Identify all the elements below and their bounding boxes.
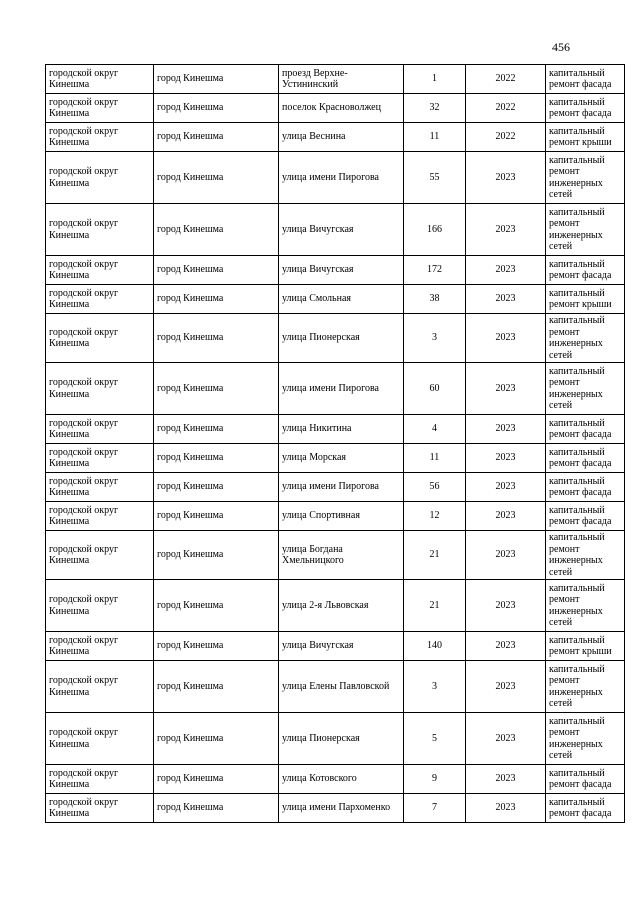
house-number-cell: 172 — [404, 256, 466, 285]
street-cell: улица имени Пирогова — [279, 363, 404, 415]
house-number-cell: 60 — [404, 363, 466, 415]
city-cell: город Кинешма — [154, 531, 279, 580]
work-type-cell: капитальный ремонт фасада — [546, 65, 625, 94]
house-number-cell: 7 — [404, 794, 466, 823]
city-cell: город Кинешма — [154, 256, 279, 285]
house-number-cell: 21 — [404, 580, 466, 632]
house-number-cell: 56 — [404, 473, 466, 502]
table-row — [46, 204, 625, 256]
street-cell: улица Котовского — [279, 765, 404, 794]
city-cell: город Кинешма — [154, 794, 279, 823]
year-cell: 2022 — [466, 65, 546, 94]
house-number-cell: 12 — [404, 502, 466, 531]
district-cell: городской округ Кинешма — [46, 314, 154, 363]
city-cell: город Кинешма — [154, 314, 279, 363]
work-type-cell: капитальный ремонт фасада — [546, 765, 625, 794]
table-row — [46, 285, 625, 314]
house-number-cell: 5 — [404, 713, 466, 765]
work-type-cell: капитальный ремонт фасада — [546, 444, 625, 473]
district-cell: городской округ Кинешма — [46, 661, 154, 713]
district-cell: городской округ Кинешма — [46, 65, 154, 94]
district-cell: городской округ Кинешма — [46, 473, 154, 502]
house-number-cell: 11 — [404, 444, 466, 473]
street-cell: улица Смольная — [279, 285, 404, 314]
year-cell: 2023 — [466, 314, 546, 363]
city-cell: город Кинешма — [154, 363, 279, 415]
city-cell: город Кинешма — [154, 123, 279, 152]
year-cell: 2023 — [466, 415, 546, 444]
year-cell: 2023 — [466, 632, 546, 661]
street-cell: улица имени Пирогова — [279, 473, 404, 502]
street-cell: улица Елены Павловской — [279, 661, 404, 713]
street-cell: улица имени Пирогова — [279, 152, 404, 204]
work-type-cell: капитальный ремонт крыши — [546, 632, 625, 661]
table-row — [46, 794, 625, 823]
street-cell: улица Вичугская — [279, 632, 404, 661]
table-row — [46, 314, 625, 363]
table-row — [46, 152, 625, 204]
table-row — [46, 531, 625, 580]
city-cell: город Кинешма — [154, 444, 279, 473]
house-number-cell: 166 — [404, 204, 466, 256]
table-row — [46, 415, 625, 444]
street-cell: улица Пионерская — [279, 314, 404, 363]
year-cell: 2023 — [466, 661, 546, 713]
street-cell: улица 2-я Львовская — [279, 580, 404, 632]
year-cell: 2023 — [466, 363, 546, 415]
year-cell: 2023 — [466, 152, 546, 204]
city-cell: город Кинешма — [154, 502, 279, 531]
year-cell: 2023 — [466, 473, 546, 502]
house-number-cell: 3 — [404, 314, 466, 363]
city-cell: город Кинешма — [154, 152, 279, 204]
year-cell: 2023 — [466, 765, 546, 794]
page-number: 456 — [552, 40, 570, 54]
year-cell: 2023 — [466, 285, 546, 314]
street-cell: проезд Верхне-Устининский — [279, 65, 404, 94]
work-type-cell: капитальный ремонт инженерных сетей — [546, 363, 625, 415]
street-cell: улица Никитина — [279, 415, 404, 444]
district-cell: городской округ Кинешма — [46, 123, 154, 152]
district-cell: городской округ Кинешма — [46, 415, 154, 444]
city-cell: город Кинешма — [154, 204, 279, 256]
district-cell: городской округ Кинешма — [46, 152, 154, 204]
table-row — [46, 94, 625, 123]
table-row — [46, 363, 625, 415]
work-type-cell: капитальный ремонт инженерных сетей — [546, 152, 625, 204]
year-cell: 2023 — [466, 580, 546, 632]
year-cell: 2023 — [466, 531, 546, 580]
city-cell: город Кинешма — [154, 285, 279, 314]
city-cell: город Кинешма — [154, 632, 279, 661]
house-number-cell: 9 — [404, 765, 466, 794]
work-type-cell: капитальный ремонт фасада — [546, 794, 625, 823]
house-number-cell: 1 — [404, 65, 466, 94]
table-row — [46, 713, 625, 765]
year-cell: 2023 — [466, 204, 546, 256]
house-number-cell: 21 — [404, 531, 466, 580]
table-row — [46, 661, 625, 713]
city-cell: город Кинешма — [154, 415, 279, 444]
district-cell: городской округ Кинешма — [46, 285, 154, 314]
work-type-cell: капитальный ремонт инженерных сетей — [546, 204, 625, 256]
house-number-cell: 140 — [404, 632, 466, 661]
street-cell: улица Пионерская — [279, 713, 404, 765]
district-cell: городской округ Кинешма — [46, 444, 154, 473]
work-type-cell: капитальный ремонт инженерных сетей — [546, 661, 625, 713]
work-type-cell: капитальный ремонт инженерных сетей — [546, 314, 625, 363]
street-cell: улица имени Пархоменко — [279, 794, 404, 823]
year-cell: 2023 — [466, 794, 546, 823]
year-cell: 2023 — [466, 444, 546, 473]
street-cell: улица Богдана Хмельницкого — [279, 531, 404, 580]
city-cell: город Кинешма — [154, 580, 279, 632]
house-number-cell: 38 — [404, 285, 466, 314]
house-number-cell: 32 — [404, 94, 466, 123]
district-cell: городской округ Кинешма — [46, 502, 154, 531]
city-cell: город Кинешма — [154, 65, 279, 94]
city-cell: город Кинешма — [154, 713, 279, 765]
house-number-cell: 11 — [404, 123, 466, 152]
city-cell: город Кинешма — [154, 661, 279, 713]
work-type-cell: капитальный ремонт фасада — [546, 415, 625, 444]
street-cell: улица Вичугская — [279, 256, 404, 285]
city-cell: город Кинешма — [154, 94, 279, 123]
table-row — [46, 765, 625, 794]
work-type-cell: капитальный ремонт фасада — [546, 502, 625, 531]
district-cell: городской округ Кинешма — [46, 94, 154, 123]
district-cell: городской округ Кинешма — [46, 363, 154, 415]
work-type-cell: капитальный ремонт инженерных сетей — [546, 580, 625, 632]
house-number-cell: 55 — [404, 152, 466, 204]
street-cell: улица Спортивная — [279, 502, 404, 531]
table-row — [46, 580, 625, 632]
street-cell: улица Веснина — [279, 123, 404, 152]
year-cell: 2023 — [466, 713, 546, 765]
district-cell: городской округ Кинешма — [46, 256, 154, 285]
year-cell: 2023 — [466, 256, 546, 285]
district-cell: городской округ Кинешма — [46, 204, 154, 256]
work-type-cell: капитальный ремонт крыши — [546, 123, 625, 152]
table-row — [46, 473, 625, 502]
street-cell: улица Морская — [279, 444, 404, 473]
table-row — [46, 502, 625, 531]
year-cell: 2022 — [466, 94, 546, 123]
house-number-cell: 3 — [404, 661, 466, 713]
table-row — [46, 65, 625, 94]
district-cell: городской округ Кинешма — [46, 632, 154, 661]
district-cell: городской округ Кинешма — [46, 794, 154, 823]
district-cell: городской округ Кинешма — [46, 580, 154, 632]
city-cell: город Кинешма — [154, 473, 279, 502]
work-type-cell: капитальный ремонт крыши — [546, 285, 625, 314]
table-row — [46, 632, 625, 661]
street-cell: поселок Красноволжец — [279, 94, 404, 123]
district-cell: городской округ Кинешма — [46, 713, 154, 765]
district-cell: городской округ Кинешма — [46, 765, 154, 794]
table-row — [46, 444, 625, 473]
city-cell: город Кинешма — [154, 765, 279, 794]
work-type-cell: капитальный ремонт фасада — [546, 473, 625, 502]
repair-registry-table — [45, 64, 625, 823]
house-number-cell: 4 — [404, 415, 466, 444]
year-cell: 2022 — [466, 123, 546, 152]
table-row — [46, 123, 625, 152]
work-type-cell: капитальный ремонт инженерных сетей — [546, 531, 625, 580]
work-type-cell: капитальный ремонт инженерных сетей — [546, 713, 625, 765]
street-cell: улица Вичугская — [279, 204, 404, 256]
table-row — [46, 256, 625, 285]
district-cell: городской округ Кинешма — [46, 531, 154, 580]
year-cell: 2023 — [466, 502, 546, 531]
work-type-cell: капитальный ремонт фасада — [546, 256, 625, 285]
work-type-cell: капитальный ремонт фасада — [546, 94, 625, 123]
